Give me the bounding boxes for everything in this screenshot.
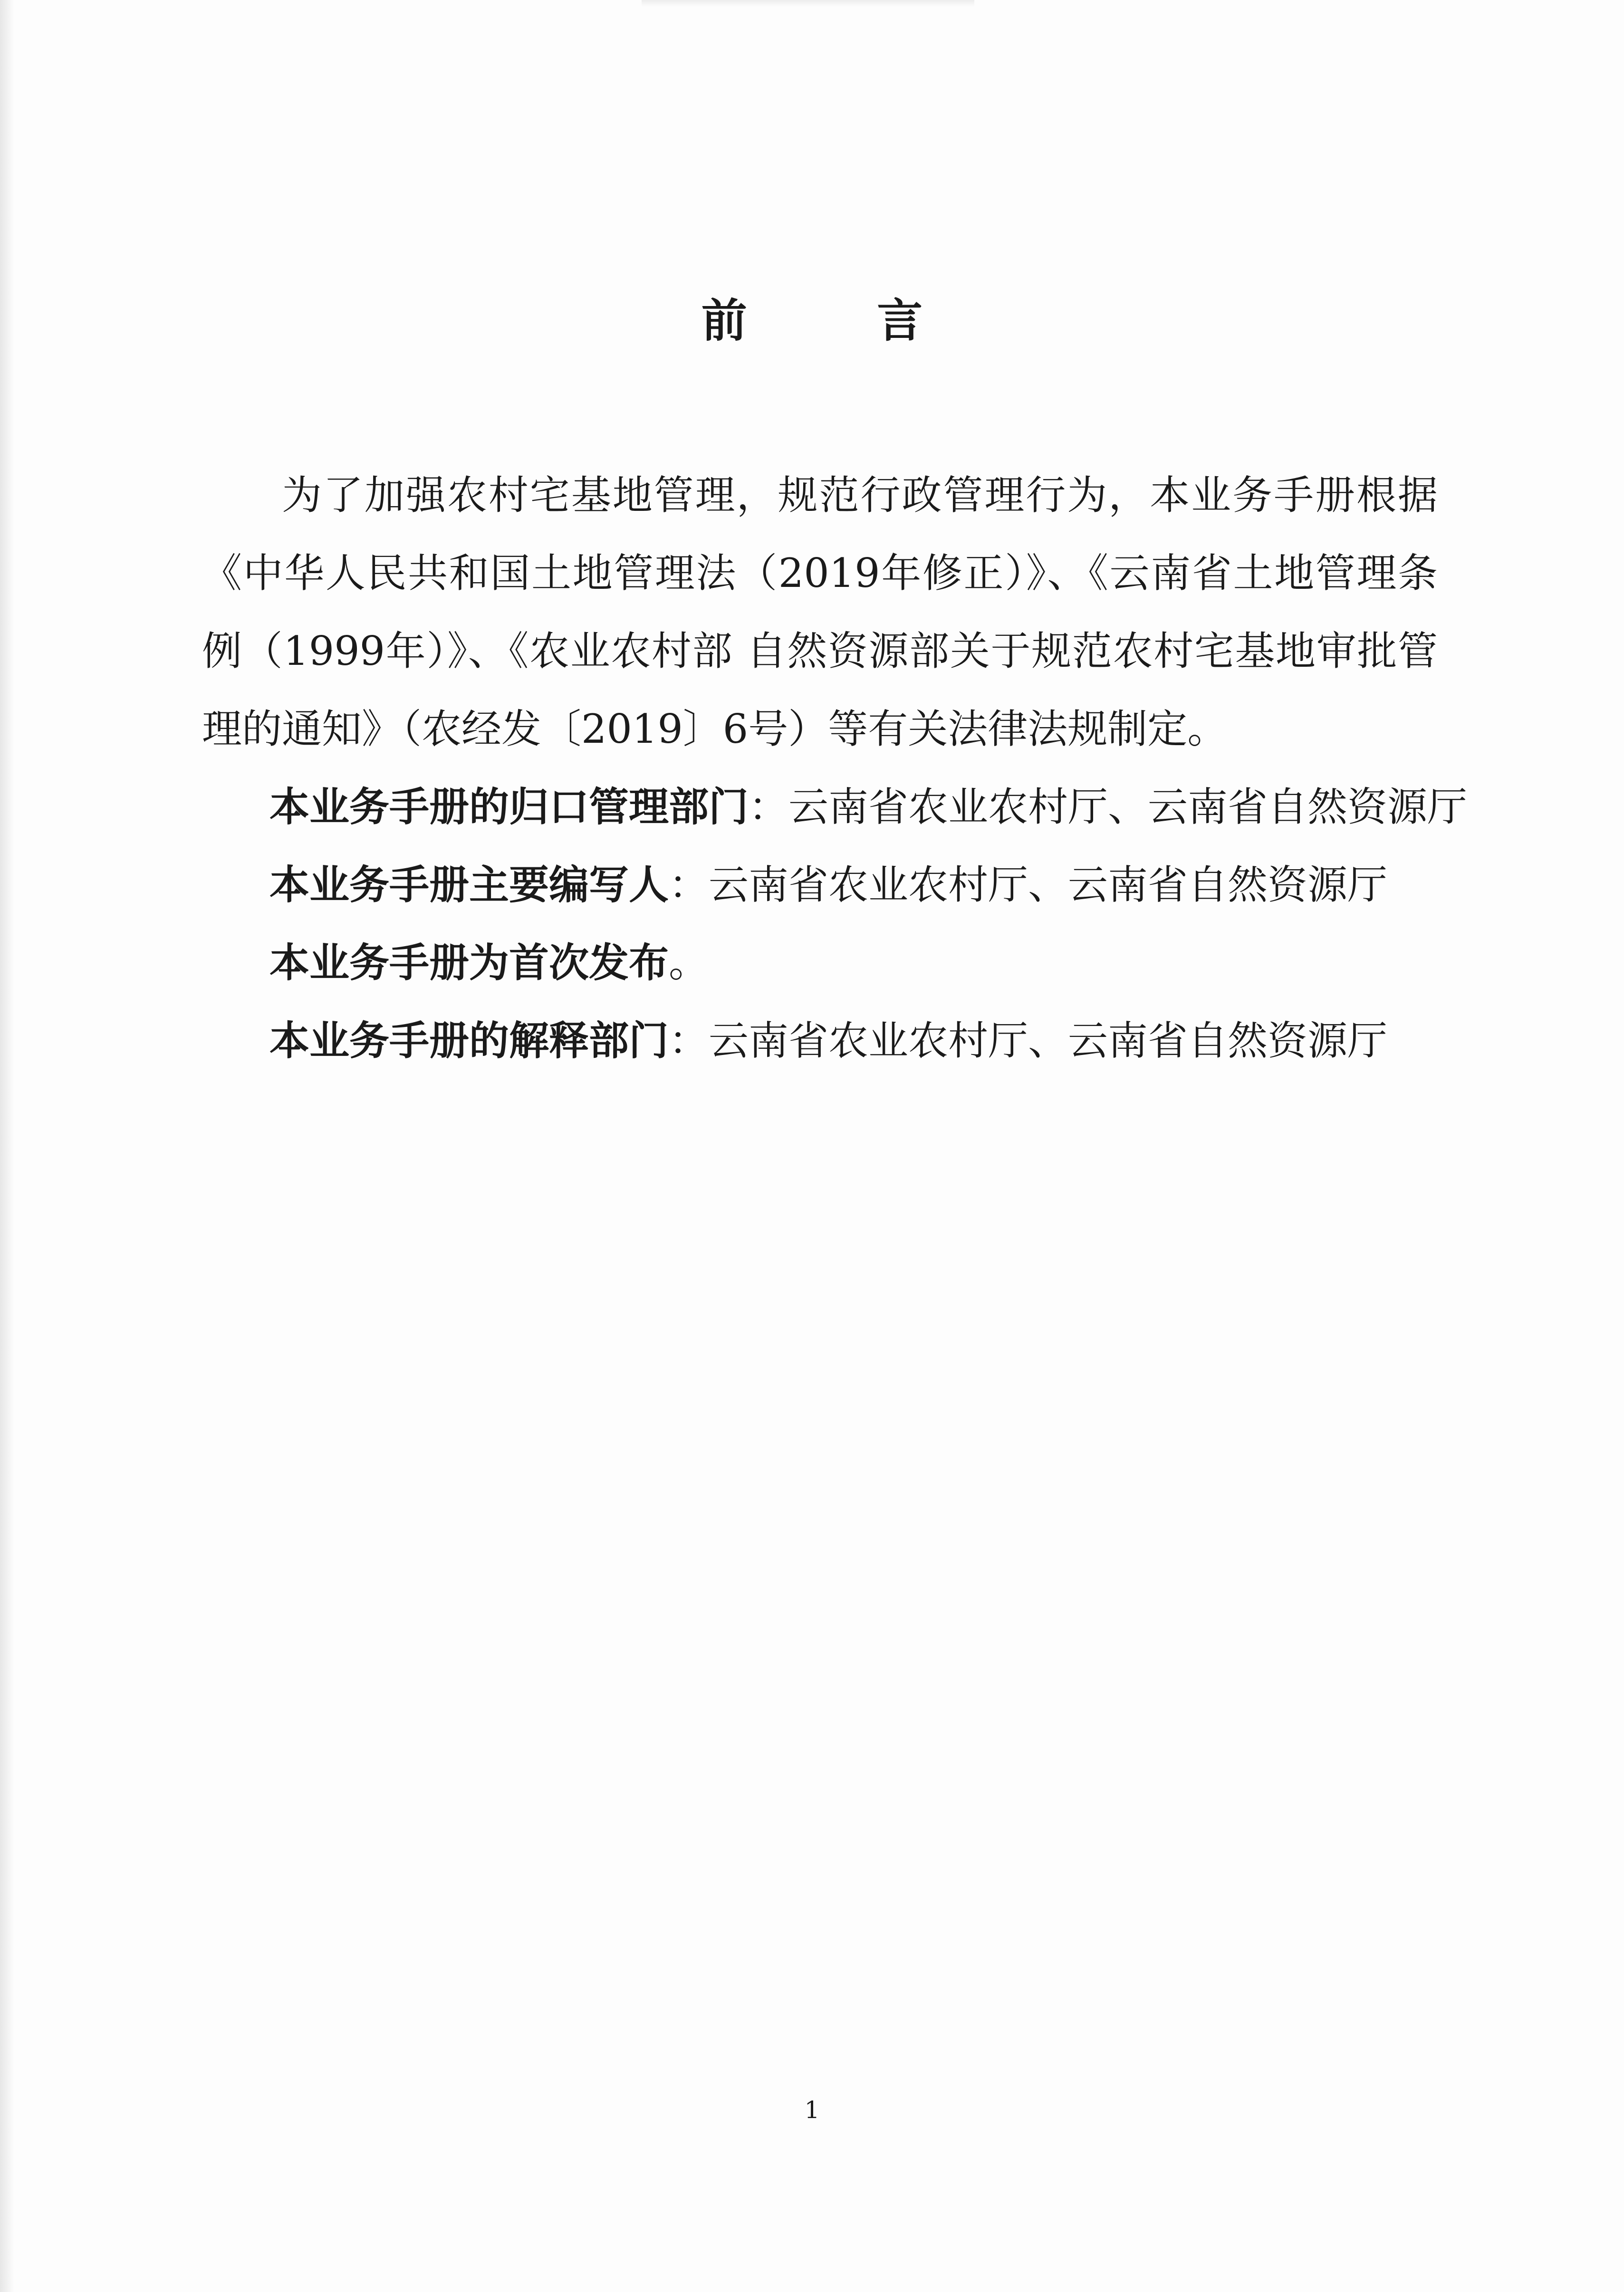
management-department-label: 本业务手册的归口管理部门	[269, 783, 749, 830]
management-department-value: ：云南省农业农村厅、云南省自然资源厅	[749, 784, 1468, 830]
interpretation-department-line	[202, 1002, 1438, 1080]
main-author-value: ：云南省农业农村厅、云南省自然资源厅	[669, 862, 1388, 908]
page-number: 1	[804, 2096, 820, 2124]
document-body	[202, 456, 1468, 1080]
main-author-line	[202, 846, 1438, 924]
first-release-value: 。	[669, 940, 709, 986]
first-release-line	[202, 924, 1438, 1002]
page-title: 前 言	[701, 294, 980, 347]
management-department-line	[202, 768, 1468, 846]
main-author-label: 本业务手册主要编写人	[269, 861, 669, 908]
intro-paragraph: 为了加强农村宅基地管理，规范行政管理行为，本业务手册根据《中华人民共和国土地管理法（2019年修正）》、《云南省土地管理条例（1999年）》、《农业农村部 自然资源部关于规范农村宅基地审批管理的通知》（农经发〔2019〕6号）等有关法律法规制定。	[202, 472, 1438, 752]
first-release-label: 本业务手册为首次发布	[269, 939, 669, 986]
scan-top-smudge	[642, 0, 974, 7]
interpretation-department-value: ：云南省农业农村厅、云南省自然资源厅	[669, 1017, 1388, 1064]
interpretation-department-label: 本业务手册的解释部门	[269, 1017, 669, 1064]
